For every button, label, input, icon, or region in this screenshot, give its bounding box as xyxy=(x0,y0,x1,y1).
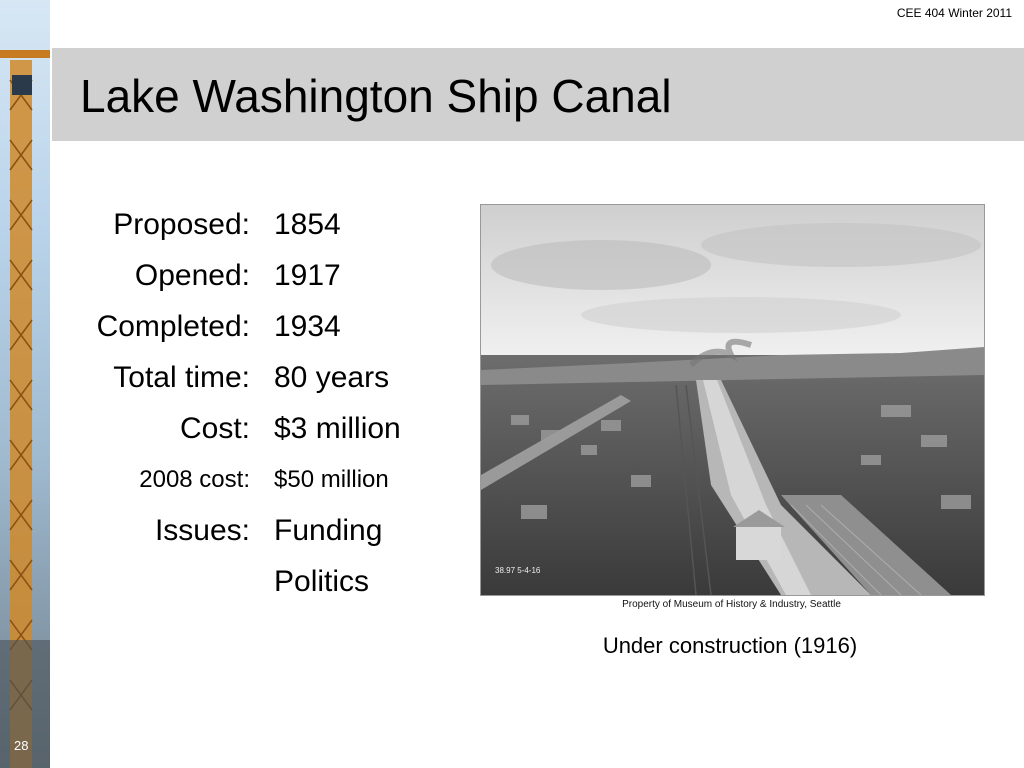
canal-photo xyxy=(480,204,985,596)
fact-label: Proposed: xyxy=(113,208,250,241)
fact-label: Total time: xyxy=(113,361,250,394)
fact-value: $50 million xyxy=(274,466,389,493)
fact-label: 2008 cost: xyxy=(139,466,250,493)
fact-label: Completed: xyxy=(96,310,250,343)
crane-decoration xyxy=(0,0,50,768)
course-label: CEE 404 Winter 2011 xyxy=(896,6,1012,20)
fact-value: Politics xyxy=(274,565,370,598)
photo-credit: Property of Museum of History & Industry, Seattle xyxy=(622,599,841,610)
fact-value: 1854 xyxy=(274,208,341,241)
slide-title: Lake Washington Ship Canal xyxy=(80,70,672,122)
slide-number: 28 xyxy=(14,738,29,753)
fact-value: $3 million xyxy=(274,412,401,445)
fact-label: Opened: xyxy=(134,259,250,292)
fact-label: Cost: xyxy=(179,412,250,445)
fact-value: 1917 xyxy=(274,259,341,292)
photo-corner-label: 38.97 5-4-16 xyxy=(495,566,541,575)
fact-value: Funding xyxy=(274,514,383,547)
photo-caption: Under construction (1916) xyxy=(602,633,858,658)
fact-value: 80 years xyxy=(274,361,390,394)
fact-value: 1934 xyxy=(274,310,341,343)
fact-label: Issues: xyxy=(154,514,250,547)
